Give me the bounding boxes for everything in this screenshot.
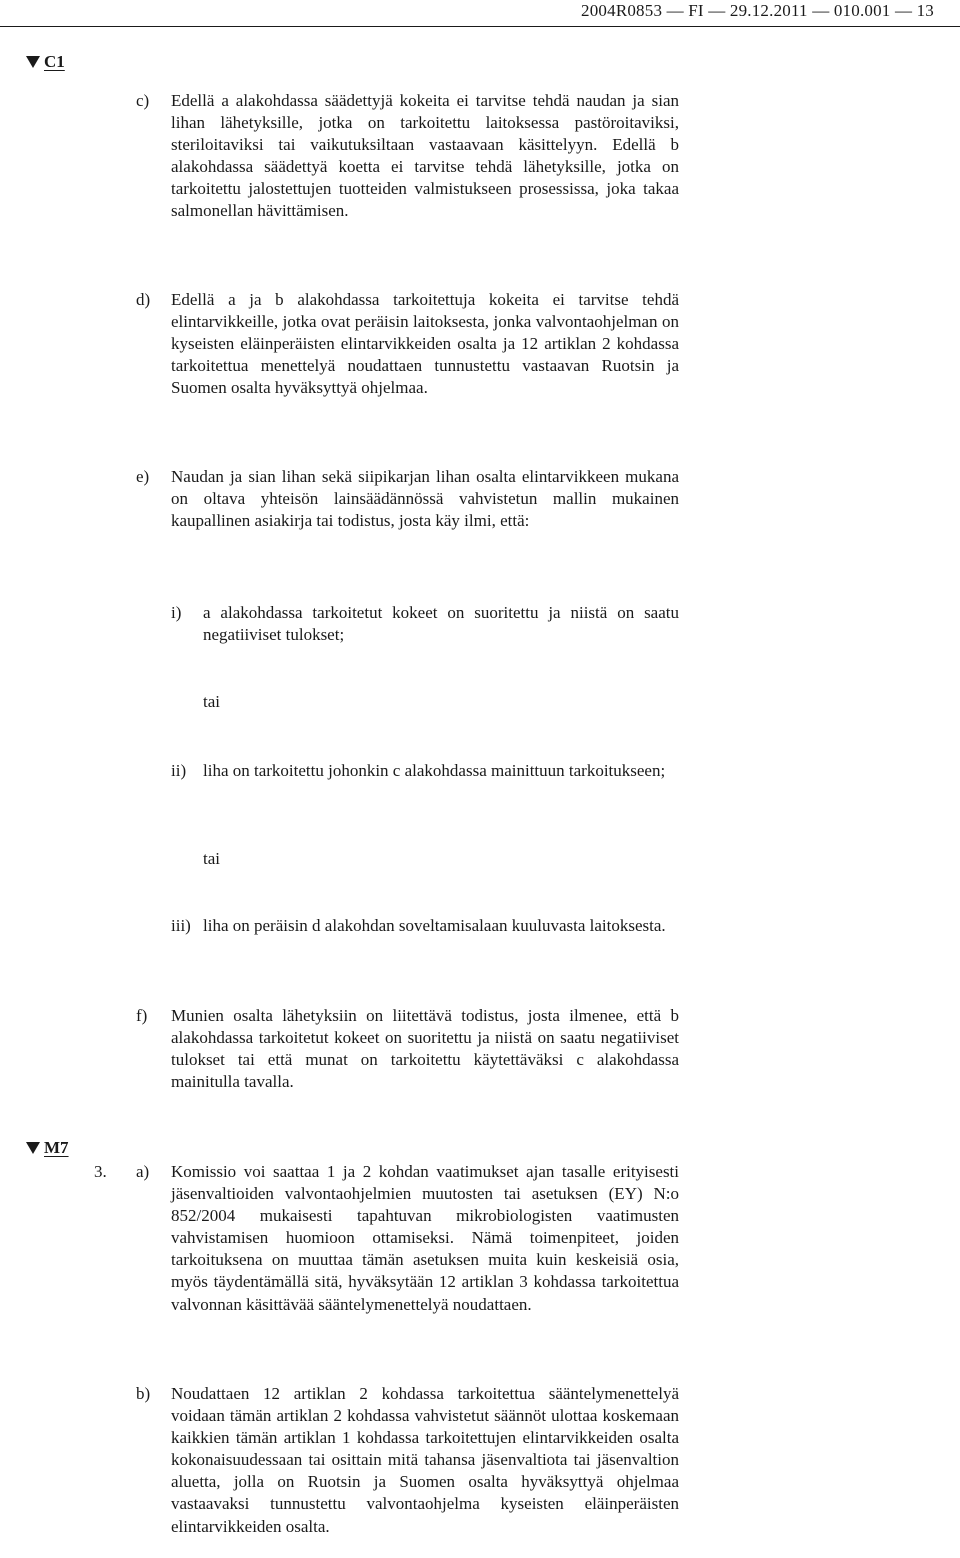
item-label-3a: a) xyxy=(136,1162,150,1181)
item-label-3b: b) xyxy=(136,1384,151,1403)
subitem-label-iii: iii) xyxy=(171,916,191,935)
amendment-marker-c1 xyxy=(26,52,65,72)
subitem-label-i: i) xyxy=(171,603,182,622)
amendment-marker-label: M7 xyxy=(44,1138,69,1157)
item-label-e: e) xyxy=(136,467,150,486)
running-title: 2004R0853 — FI — 29.12.2011 — 010.001 — 13 xyxy=(581,1,934,20)
subitem-text-iii: liha on peräisin d alakohdan soveltamisalaan kuuluvasta laitoksesta. xyxy=(203,916,666,935)
subitem-text-ii: liha on tarkoitettu johonkin c alakohdassa mainittuun tarkoitukseen; xyxy=(203,761,666,780)
paragraph-number-3: 3. xyxy=(94,1162,107,1181)
item-label-d: d) xyxy=(136,290,151,309)
triangle-down-icon xyxy=(26,1141,40,1155)
amendment-marker-m7 xyxy=(26,1138,69,1158)
item-label-c: c) xyxy=(136,91,150,110)
conjunction-or: tai xyxy=(203,849,220,868)
conjunction-or: tai xyxy=(203,692,220,711)
subitem-text-i: a alakohdassa tarkoitetut kokeet on suoritettu ja niistä on saatu negatiiviset tulokset; xyxy=(203,603,679,645)
paragraph-c: Edellä a alakohdassa säädettyjä kokeita ei tarvitse tehdä naudan ja sian lihan lähetyksille, jotka on tarkoitettu laitoksessa pastöroitaviksi, steriloitaviksi tai vaikutuksiltaan vastaavaan käsittelyyn. Edellä b alakohdassa säädettyä koetta ei tarvitse tehdä lähetyksille, jotka on tarkoitettu jalostettujen tuotteiden valmistukseen prosessissa, joka takaa salmonellan hävittämisen. xyxy=(171,91,679,221)
item-label-f: f) xyxy=(136,1006,148,1025)
amendment-marker-label: C1 xyxy=(44,52,65,71)
triangle-down-icon xyxy=(26,55,40,69)
running-header xyxy=(0,0,960,27)
paragraph-3a: Komissio voi saattaa 1 ja 2 kohdan vaatimukset ajan tasalle erityisesti jäsenvaltioiden valvontaohjelmien muutosten tai asetuksen (EY) N:o 852/2004 mukaisesti tapahtuvan mikrobiologisten vaatimusten vahvistamisen huomioon ottamiseksi. Nämä toimenpiteet, joiden tarkoituksena on muuttaa tämän asetuksen muita kuin keskeisiä osia, myös täydentämällä sitä, hyväksytään 12 artiklan 3 kohdassa tarkoitettua valvonnan käsittävää sääntelymenettelyä noudattaen. xyxy=(171,1162,679,1314)
paragraph-d: Edellä a ja b alakohdassa tarkoitettuja kokeita ei tarvitse tehdä elintarvikkeille, jotka ovat peräisin laitoksesta, jonka valvontaohjelman on kyseisten eläinperäisten elintarvikkeiden osalta ja 12 artiklan 2 kohdassa tarkoitettua menettelyä noudattaen tunnustettu vastaavan Ruotsin ja Suomen osalta hyväksyttyä ohjelmaa. xyxy=(171,290,679,398)
subitem-label-ii: ii) xyxy=(171,761,187,780)
paragraph-e: Naudan ja sian lihan sekä siipikarjan lihan osalta elintarvikkeen mukana on oltava yhteisön lainsäädännössä vahvistetun mallin mukainen kaupallinen asiakirja tai todistus, josta käy ilmi, että: xyxy=(171,467,679,531)
paragraph-f: Munien osalta lähetyksiin on liitettävä todistus, josta ilmenee, että b alakohdassa tarkoitetut kokeet on suoritettu ja niistä on saatu negatiiviset tulokset tai että munat on tarkoitettu käytettäväksi c alakohdassa mainitulla tavalla. xyxy=(171,1006,679,1092)
paragraph-3b: Noudattaen 12 artiklan 2 kohdassa tarkoitettua sääntelymenettelyä voidaan tämän artiklan 2 kohdassa vahvistetut säännöt ulottaa koskemaan kaikkien tämän artiklan 1 kohdassa tarkoitettujen elintarvikkeiden osalta kokonaisuudessaan tai osittain mitä tahansa jäsenvaltiota tai jäsenvaltion aluetta, jolla on Ruotsin ja Suomen osalta hyväksyttyä ohjelmaa vastaavaksi tunnustettu valvontaohjelma kyseisten eläinperäisten elintarvikkeiden osalta. xyxy=(171,1384,679,1536)
